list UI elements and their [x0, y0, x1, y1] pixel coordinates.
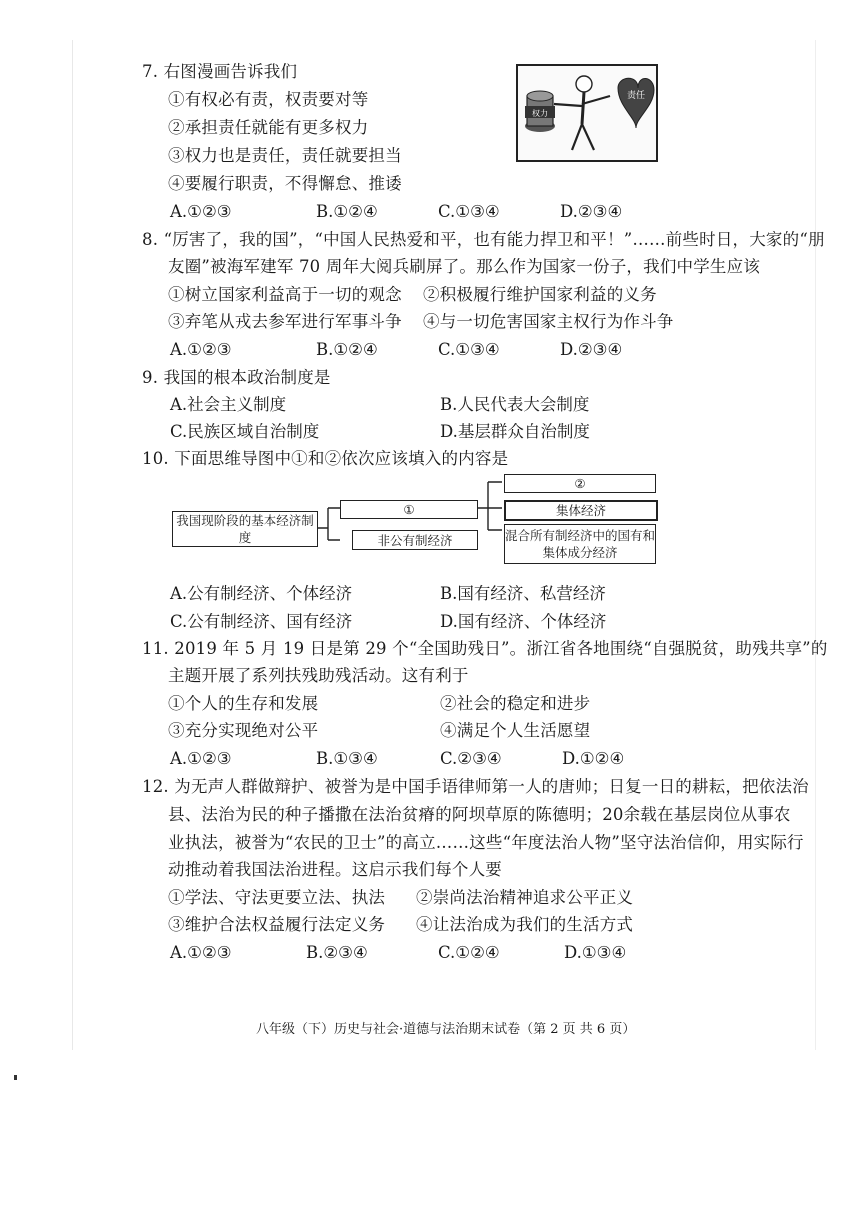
q10-option-d: D.国有经济、个体经济	[440, 612, 607, 631]
q9-option-b: B.人民代表大会制度	[440, 395, 590, 414]
q10-option-b: B.国有经济、私营经济	[440, 584, 606, 603]
q8-item-1: ①树立国家利益高于一切的观念	[168, 285, 402, 304]
q7-option-c: C.①③④	[438, 202, 500, 221]
q8-item-4: ④与一切危害国家主权行为作斗争	[423, 312, 674, 331]
q12-option-a: A.①②③	[170, 943, 232, 962]
q11-item-4: ④满足个人生活愿望	[440, 721, 591, 740]
page-footer: 八年级（下）历史与社会·道德与法治期末试卷（第 2 页 共 6 页）	[256, 1022, 636, 1037]
q7-item-1: ①有权必有责，权责要对等	[168, 90, 369, 109]
q8-item-2: ②积极履行维护国家利益的义务	[423, 285, 657, 304]
q8-option-b: B.①②④	[316, 340, 378, 359]
q11-stem-line-2: 主题开展了系列扶残助残活动。这有利于	[168, 666, 469, 685]
q12-stem-line-1: 12. 为无声人群做辩护、被誉为是中国手语律师第一人的唐帅；日复一日的耕耘，把依法治	[142, 777, 809, 796]
q8-item-3: ③弃笔从戎去参军进行军事斗争	[168, 312, 402, 331]
q10-stem: 10. 下面思维导图中①和②依次应该填入的内容是	[142, 449, 509, 468]
q12-option-c: C.①②④	[438, 943, 500, 962]
comic-power-label: 权力	[532, 109, 548, 118]
q12-stem-line-4: 动推动着我国法治进程。这启示我们每个人要	[168, 860, 502, 879]
q7-stem: 7. 右图漫画告诉我们	[142, 62, 298, 81]
comic-responsibility-label: 责任	[626, 91, 646, 101]
q11-item-2: ②社会的稳定和进步	[440, 694, 591, 713]
mind-map-sub-2: 集体经济	[504, 500, 658, 521]
q7-option-d: D.②③④	[560, 202, 623, 221]
q12-item-4: ④让法治成为我们的生活方式	[416, 915, 634, 934]
q12-stem-line-2: 县、法治为民的种子播撒在法治贫瘠的阿坝草原的陈德明；20余载在基层岗位从事农	[168, 805, 791, 824]
mind-map-sub-1: ②	[504, 474, 656, 493]
mind-map-branch-1: ①	[340, 500, 478, 519]
mind-map-root: 我国现阶段的基本经济制度	[172, 511, 318, 547]
q9-option-c: C.民族区域自治制度	[170, 422, 320, 441]
q12-stem-line-3: 业执法，被誉为“农民的卫士”的高立……这些“年度法治人物”坚守法治信仰，用实际行	[168, 833, 804, 852]
q9-option-a: A.社会主义制度	[170, 395, 287, 414]
q7-option-b: B.①②④	[316, 202, 378, 221]
q11-option-d: D.①②④	[562, 749, 625, 768]
scan-speck	[14, 1075, 17, 1080]
q11-option-c: C.②③④	[440, 749, 502, 768]
q7-item-4: ④要履行职责，不得懈怠、推诿	[168, 174, 402, 193]
q11-item-1: ①个人的生存和发展	[168, 694, 319, 713]
q11-item-3: ③充分实现绝对公平	[168, 721, 319, 740]
mind-map-branch-2: 非公有制经济	[352, 530, 478, 550]
mind-map-sub-3: 混合所有制经济中的国有和集体成分经济	[504, 524, 656, 564]
q12-option-b: B.②③④	[306, 943, 368, 962]
q7-option-a: A.①②③	[170, 202, 232, 221]
q12-option-d: D.①③④	[564, 943, 627, 962]
comic-drawing	[518, 66, 656, 160]
q8-stem-line-2: 友圈”被海军建军 70 周年大阅兵刷屏了。那么作为国家一份子，我们中学生应该	[168, 257, 761, 276]
q7-comic-illustration	[516, 64, 658, 162]
q12-item-2: ②崇尚法治精神追求公平正义	[416, 888, 634, 907]
q9-stem: 9. 我国的根本政治制度是	[142, 368, 331, 387]
q11-stem-line-1: 11. 2019 年 5 月 19 日是第 29 个“全国助残日”。浙江省各地围绕“自强脱贫，助残共享”的	[142, 639, 828, 658]
q11-option-a: A.①②③	[170, 749, 232, 768]
q12-item-3: ③维护合法权益履行法定义务	[168, 915, 386, 934]
q8-option-d: D.②③④	[560, 340, 623, 359]
q7-item-2: ②承担责任就能有更多权力	[168, 118, 369, 137]
q7-item-3: ③权力也是责任，责任就要担当	[168, 146, 402, 165]
q8-option-a: A.①②③	[170, 340, 232, 359]
q10-option-a: A.公有制经济、个体经济	[170, 584, 353, 603]
q12-item-1: ①学法、守法更要立法、执法	[168, 888, 386, 907]
q8-stem-line-1: 8. “厉害了，我的国”，“中国人民热爱和平，也有能力捍卫和平！”……前些时日，大家的“朋	[142, 230, 825, 249]
q8-option-c: C.①③④	[438, 340, 500, 359]
q9-option-d: D.基层群众自治制度	[440, 422, 590, 441]
q11-option-b: B.①③④	[316, 749, 378, 768]
q10-option-c: C.公有制经济、国有经济	[170, 612, 353, 631]
